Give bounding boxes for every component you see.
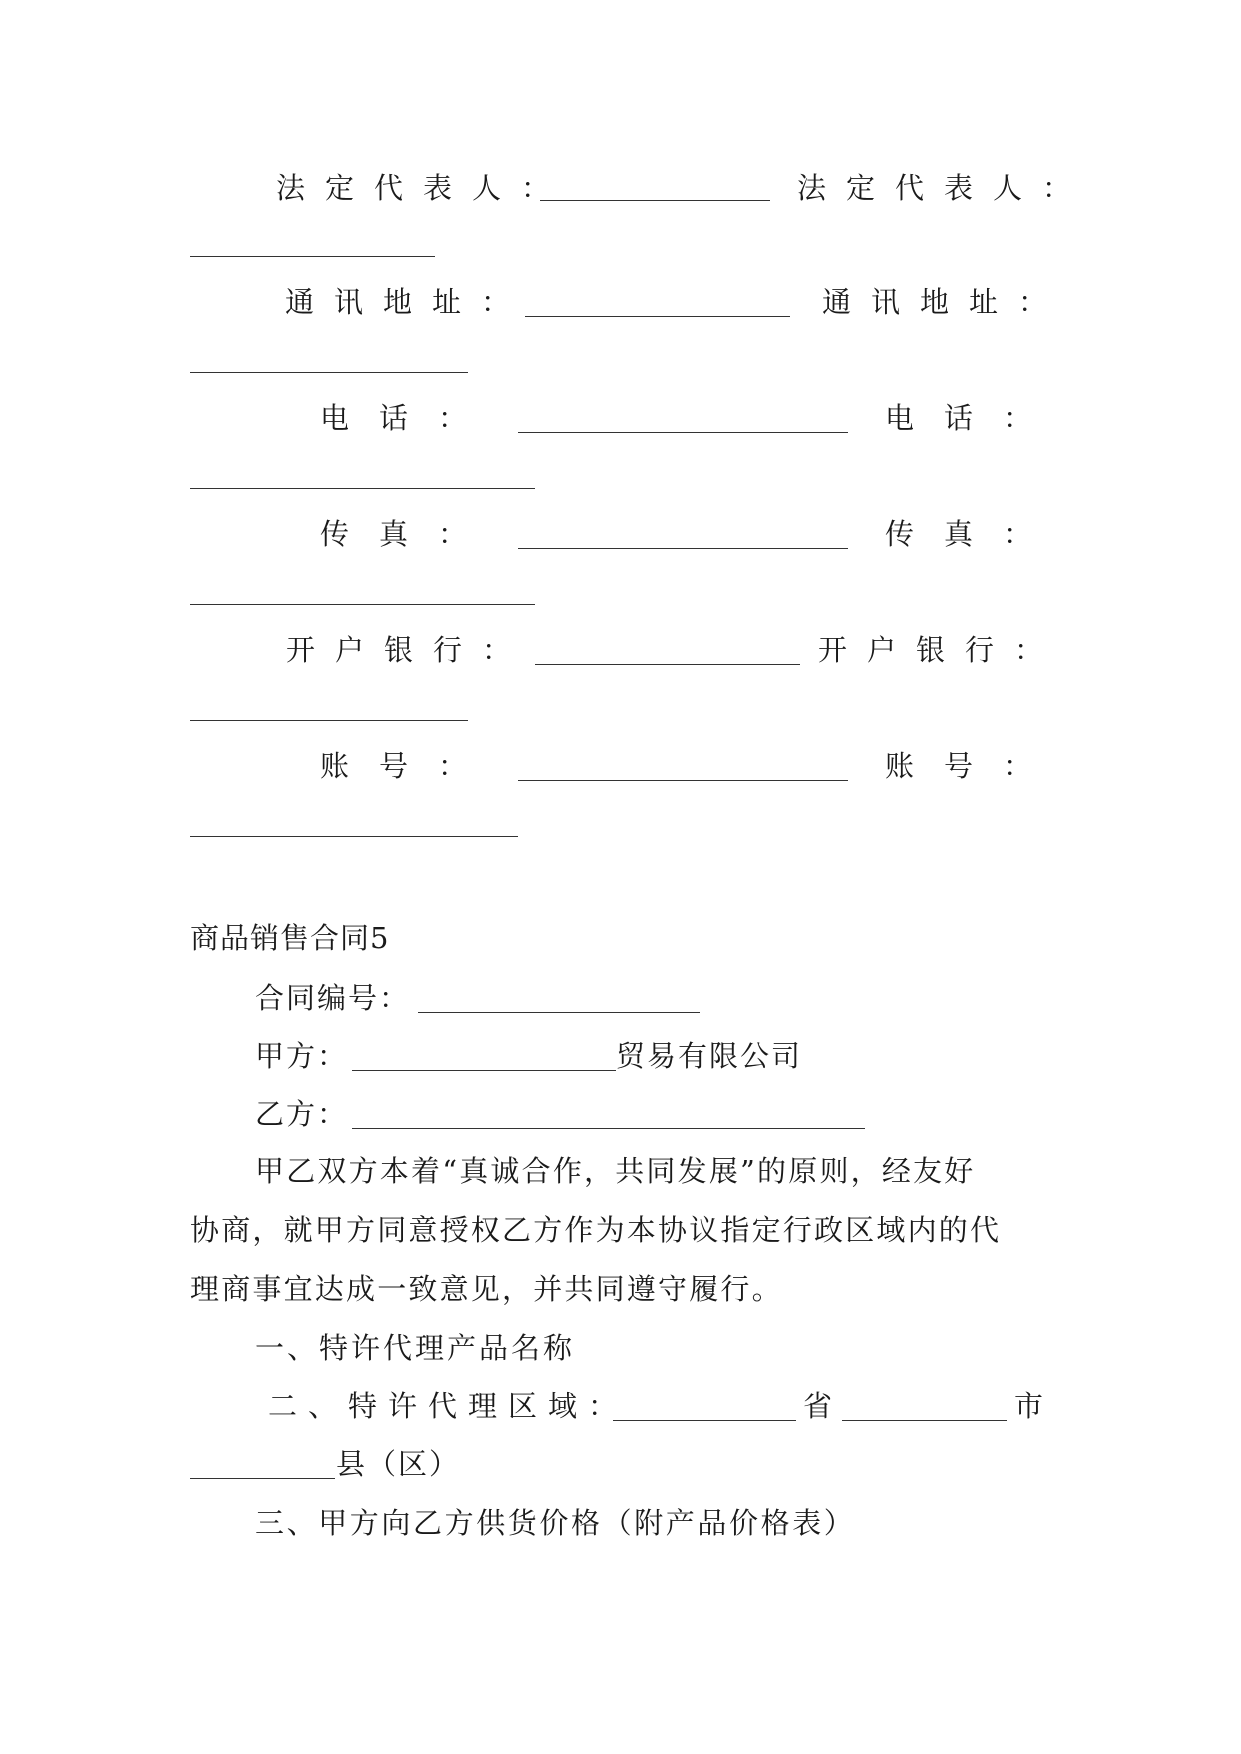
intro-line-1: 甲乙双方本着“真诚合作，共同发展”的原则，经友好 [255, 1154, 976, 1188]
bank-label-b: 开户银行： [818, 633, 1064, 667]
intro-line-2: 协商，就甲方同意授权乙方作为本协议指定行政区域内的代 [190, 1213, 1002, 1247]
fax-label-b: 传真： [885, 517, 1063, 551]
address-blank-b[interactable] [190, 372, 468, 373]
party-a-suffix: 贸易有限公司 [616, 1039, 803, 1073]
party-a-label: 甲方： [255, 1039, 349, 1073]
fax-label-a: 传真： [320, 517, 498, 551]
county-blank[interactable] [190, 1478, 335, 1479]
fax-blank-b[interactable] [190, 604, 535, 605]
legal-rep-blank-a[interactable] [540, 200, 770, 201]
bank-blank-b[interactable] [190, 720, 468, 721]
province-label: 省 [803, 1389, 833, 1423]
legal-rep-label-b: 法定代表人： [797, 171, 1092, 205]
account-blank-b[interactable] [190, 836, 518, 837]
province-blank[interactable] [613, 1420, 796, 1421]
contract-title: 商品销售合同5 [190, 921, 390, 955]
account-label-b: 账号： [885, 749, 1063, 783]
account-label-a: 账号： [320, 749, 498, 783]
contract-number-blank[interactable] [418, 1012, 700, 1013]
clause-1: 一、特许代理产品名称 [255, 1331, 576, 1365]
address-label-b: 通讯地址： [822, 285, 1068, 319]
address-blank-a[interactable] [525, 316, 790, 317]
phone-label-a: 电话： [320, 401, 498, 435]
city-label: 市 [1014, 1389, 1044, 1423]
county-label: 县（区） [336, 1447, 461, 1481]
phone-label-b: 电话： [885, 401, 1063, 435]
clause-2-label: 二、特许代理区域： [268, 1389, 629, 1423]
clause-3: 三、甲方向乙方供货价格（附产品价格表） [255, 1506, 856, 1540]
contract-number-label: 合同编号： [255, 981, 411, 1015]
phone-blank-a[interactable] [518, 432, 848, 433]
legal-rep-label-a: 法定代表人： [276, 171, 571, 205]
city-blank[interactable] [842, 1420, 1007, 1421]
party-b-blank[interactable] [352, 1128, 865, 1129]
bank-blank-a[interactable] [535, 664, 800, 665]
fax-blank-a[interactable] [518, 548, 848, 549]
account-blank-a[interactable] [518, 780, 848, 781]
party-a-blank[interactable] [352, 1070, 616, 1071]
address-label-a: 通讯地址： [285, 285, 531, 319]
legal-rep-blank-b[interactable] [190, 256, 435, 257]
phone-blank-b[interactable] [190, 488, 535, 489]
party-b-label: 乙方： [255, 1097, 349, 1131]
intro-line-3: 理商事宜达成一致意见，并共同遵守履行。 [190, 1272, 783, 1306]
bank-label-a: 开户银行： [286, 633, 532, 667]
